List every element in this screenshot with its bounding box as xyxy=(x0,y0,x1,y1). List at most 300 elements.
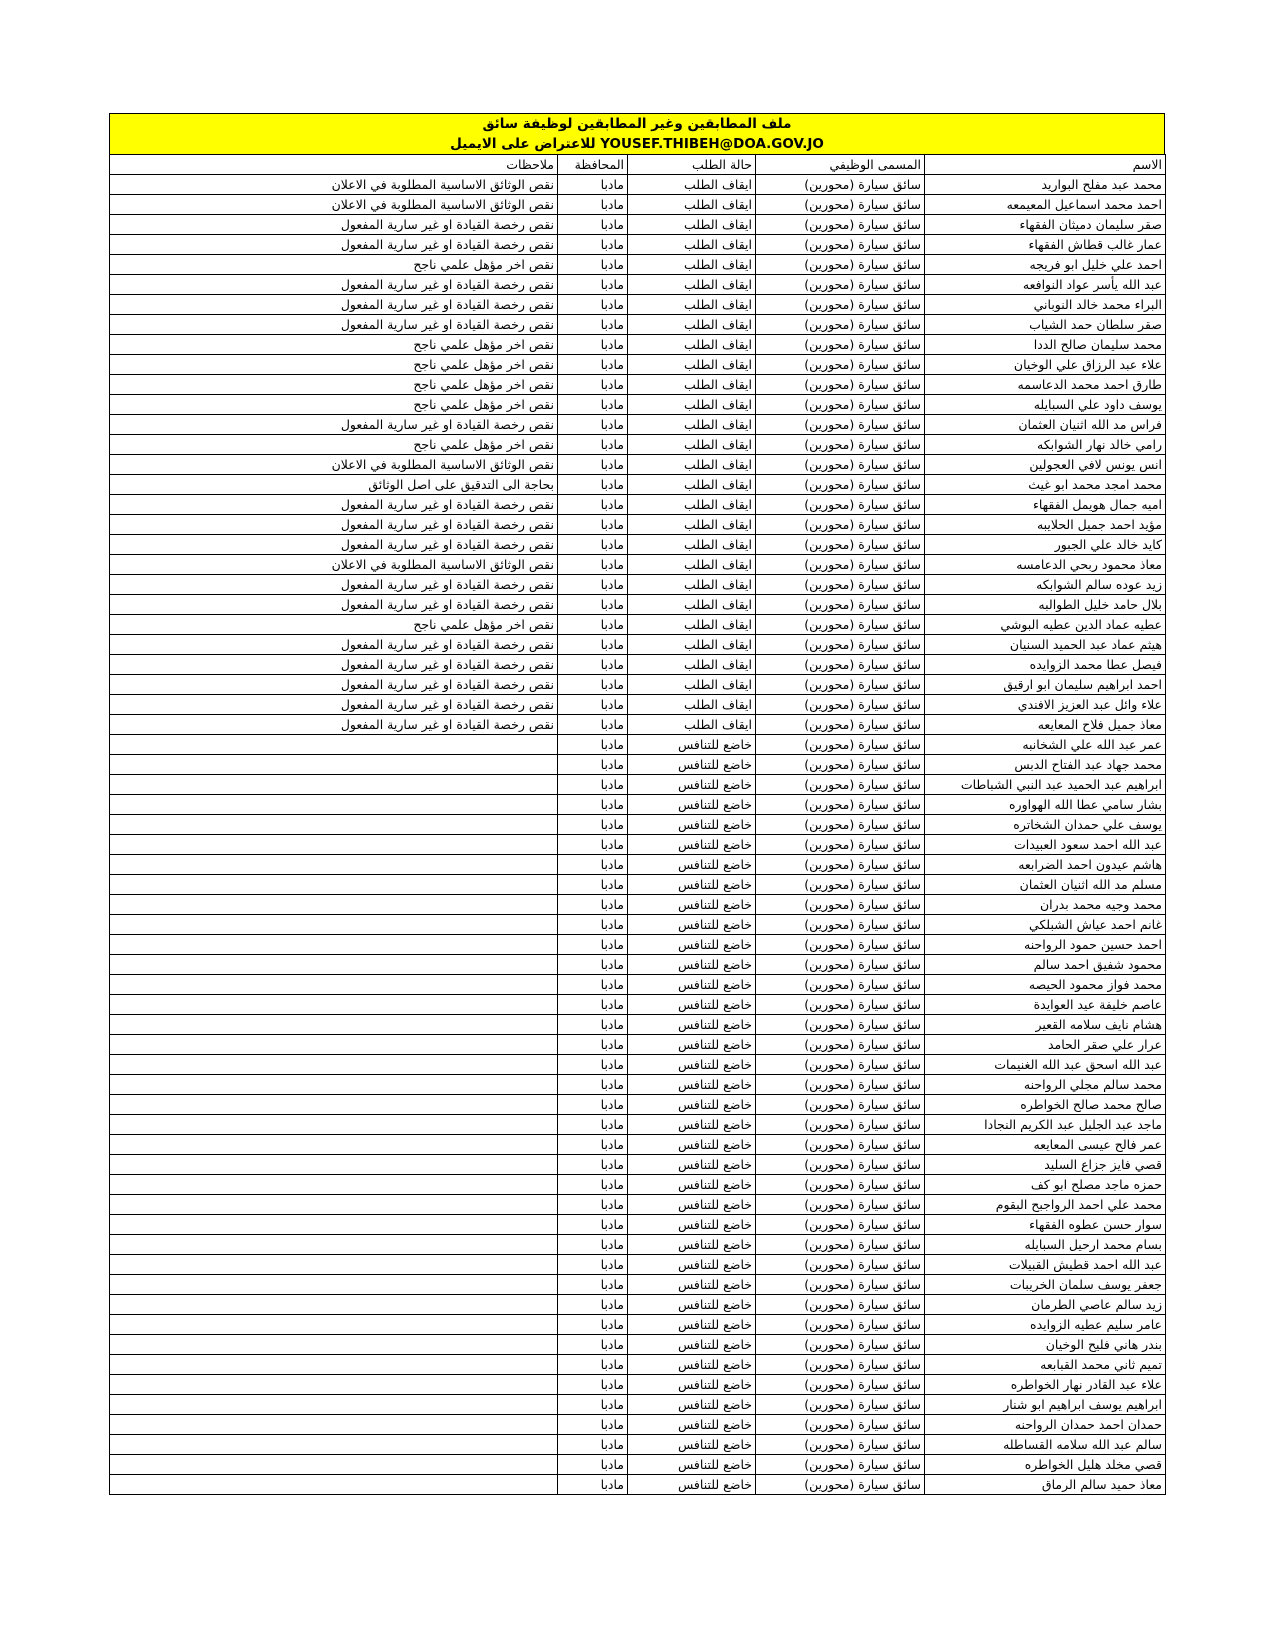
table-row xyxy=(110,495,1166,515)
cell-job-title: سائق سيارة (محورين) xyxy=(756,955,925,975)
cell-governorate: مادبا xyxy=(558,215,628,235)
cell-status: ايقاف الطلب xyxy=(628,335,756,355)
cell-governorate: مادبا xyxy=(558,375,628,395)
cell-governorate: مادبا xyxy=(558,835,628,855)
cell-notes xyxy=(110,1035,558,1055)
cell-job-title: سائق سيارة (محورين) xyxy=(756,555,925,575)
cell-status: ايقاف الطلب xyxy=(628,195,756,215)
cell-job-title: سائق سيارة (محورين) xyxy=(756,1075,925,1095)
cell-governorate: مادبا xyxy=(558,1095,628,1115)
cell-job-title: سائق سيارة (محورين) xyxy=(756,655,925,675)
cell-governorate: مادبا xyxy=(558,355,628,375)
cell-governorate: مادبا xyxy=(558,775,628,795)
cell-governorate: مادبا xyxy=(558,335,628,355)
cell-job-title: سائق سيارة (محورين) xyxy=(756,475,925,495)
cell-notes: نقص رخصة القيادة او غير سارية المفعول xyxy=(110,675,558,695)
cell-name: هيثم عماد عبد الحميد السنيان xyxy=(925,635,1166,655)
cell-job-title: سائق سيارة (محورين) xyxy=(756,1095,925,1115)
cell-status: ايقاف الطلب xyxy=(628,575,756,595)
cell-governorate: مادبا xyxy=(558,655,628,675)
cell-governorate: مادبا xyxy=(558,755,628,775)
cell-status: خاضع للتنافس xyxy=(628,1035,756,1055)
table-row xyxy=(110,175,1166,195)
cell-job-title: سائق سيارة (محورين) xyxy=(756,1215,925,1235)
table-row xyxy=(110,255,1166,275)
table-row xyxy=(110,1335,1166,1355)
table-row xyxy=(110,1135,1166,1155)
cell-notes xyxy=(110,755,558,775)
cell-job-title: سائق سيارة (محورين) xyxy=(756,1375,925,1395)
cell-name: يوسف علي حمدان الشخاتره xyxy=(925,815,1166,835)
cell-job-title: سائق سيارة (محورين) xyxy=(756,815,925,835)
cell-governorate: مادبا xyxy=(558,1435,628,1455)
cell-status: ايقاف الطلب xyxy=(628,235,756,255)
cell-name: محمد سالم مجلي الرواحنه xyxy=(925,1075,1166,1095)
cell-notes xyxy=(110,1315,558,1335)
cell-name: مؤيد احمد جميل الحلايبه xyxy=(925,515,1166,535)
cell-notes: نقص اخر مؤهل علمي ناجح xyxy=(110,355,558,375)
table-header-row xyxy=(110,155,1166,175)
cell-notes xyxy=(110,1175,558,1195)
cell-governorate: مادبا xyxy=(558,175,628,195)
cell-name: حمدان احمد حمدان الرواحنه xyxy=(925,1415,1166,1435)
cell-governorate: مادبا xyxy=(558,495,628,515)
cell-notes xyxy=(110,1415,558,1435)
column-header-name: الاسم xyxy=(925,155,1166,175)
objection-email-line: YOUSEF.THIBEH@DOA.GOV.JO للاعتراض على الايميل xyxy=(450,136,824,152)
cell-status: خاضع للتنافس xyxy=(628,1295,756,1315)
cell-status: ايقاف الطلب xyxy=(628,455,756,475)
cell-notes xyxy=(110,1055,558,1075)
cell-notes xyxy=(110,1215,558,1235)
cell-name: يوسف داود علي السبايله xyxy=(925,395,1166,415)
cell-notes: نقص رخصة القيادة او غير سارية المفعول xyxy=(110,295,558,315)
cell-name: محمد امجد محمد ابو غيث xyxy=(925,475,1166,495)
cell-name: فراس مد الله اثنيان العثمان xyxy=(925,415,1166,435)
cell-status: ايقاف الطلب xyxy=(628,535,756,555)
table-row xyxy=(110,1155,1166,1175)
cell-notes xyxy=(110,1335,558,1355)
table-row xyxy=(110,315,1166,335)
cell-job-title: سائق سيارة (محورين) xyxy=(756,1135,925,1155)
cell-governorate: مادبا xyxy=(558,635,628,655)
cell-governorate: مادبا xyxy=(558,975,628,995)
cell-status: ايقاف الطلب xyxy=(628,595,756,615)
cell-status: ايقاف الطلب xyxy=(628,715,756,735)
table-row xyxy=(110,975,1166,995)
table-body xyxy=(110,175,1166,1495)
table-row xyxy=(110,655,1166,675)
table-row xyxy=(110,455,1166,475)
cell-notes xyxy=(110,1255,558,1275)
cell-notes: نقص رخصة القيادة او غير سارية المفعول xyxy=(110,315,558,335)
cell-notes: نقص رخصة القيادة او غير سارية المفعول xyxy=(110,595,558,615)
cell-job-title: سائق سيارة (محورين) xyxy=(756,355,925,375)
cell-status: ايقاف الطلب xyxy=(628,375,756,395)
cell-notes xyxy=(110,1395,558,1415)
cell-notes xyxy=(110,975,558,995)
cell-job-title: سائق سيارة (محورين) xyxy=(756,1055,925,1075)
cell-name: سوار حسن عطوه الفقهاء xyxy=(925,1215,1166,1235)
cell-job-title: سائق سيارة (محورين) xyxy=(756,1195,925,1215)
table-row xyxy=(110,935,1166,955)
cell-job-title: سائق سيارة (محورين) xyxy=(756,1235,925,1255)
table-row xyxy=(110,795,1166,815)
table-row xyxy=(110,1435,1166,1455)
cell-job-title: سائق سيارة (محورين) xyxy=(756,515,925,535)
table-row xyxy=(110,1095,1166,1115)
cell-notes xyxy=(110,1355,558,1375)
cell-governorate: مادبا xyxy=(558,195,628,215)
cell-job-title: سائق سيارة (محورين) xyxy=(756,595,925,615)
cell-name: حمزه ماجد مصلح ابو كف xyxy=(925,1175,1166,1195)
cell-governorate: مادبا xyxy=(558,555,628,575)
cell-status: خاضع للتنافس xyxy=(628,1275,756,1295)
cell-name: محمد فواز محمود الحيصه xyxy=(925,975,1166,995)
cell-governorate: مادبا xyxy=(558,1035,628,1055)
cell-governorate: مادبا xyxy=(558,235,628,255)
cell-name: احمد علي خليل ابو فريجه xyxy=(925,255,1166,275)
cell-job-title: سائق سيارة (محورين) xyxy=(756,895,925,915)
cell-name: غانم احمد عياش الشبلكي xyxy=(925,915,1166,935)
cell-notes: نقص رخصة القيادة او غير سارية المفعول xyxy=(110,655,558,675)
cell-notes: نقص رخصة القيادة او غير سارية المفعول xyxy=(110,415,558,435)
cell-status: ايقاف الطلب xyxy=(628,515,756,535)
cell-status: خاضع للتنافس xyxy=(628,1475,756,1495)
cell-notes: نقص رخصة القيادة او غير سارية المفعول xyxy=(110,535,558,555)
cell-job-title: سائق سيارة (محورين) xyxy=(756,435,925,455)
cell-name: محمد جهاد عبد الفتاح الدبس xyxy=(925,755,1166,775)
cell-status: ايقاف الطلب xyxy=(628,415,756,435)
cell-name: البراء محمد خالد النوباني xyxy=(925,295,1166,315)
cell-status: ايقاف الطلب xyxy=(628,395,756,415)
cell-notes: نقص الوثائق الاساسية المطلوبة في الاعلان xyxy=(110,455,558,475)
cell-status: خاضع للتنافس xyxy=(628,975,756,995)
cell-notes: نقص اخر مؤهل علمي ناجح xyxy=(110,615,558,635)
table-row xyxy=(110,1075,1166,1095)
cell-notes: بحاجة الى التدقيق على اصل الوثائق xyxy=(110,475,558,495)
cell-status: خاضع للتنافس xyxy=(628,935,756,955)
cell-notes xyxy=(110,775,558,795)
cell-governorate: مادبا xyxy=(558,735,628,755)
table-row xyxy=(110,1235,1166,1255)
cell-job-title: سائق سيارة (محورين) xyxy=(756,1155,925,1175)
cell-job-title: سائق سيارة (محورين) xyxy=(756,375,925,395)
cell-status: خاضع للتنافس xyxy=(628,1115,756,1135)
cell-name: عامر سليم عطيه الزوايده xyxy=(925,1315,1166,1335)
cell-governorate: مادبا xyxy=(558,1135,628,1155)
cell-governorate: مادبا xyxy=(558,855,628,875)
table-row xyxy=(110,475,1166,495)
cell-status: خاضع للتنافس xyxy=(628,1075,756,1095)
cell-notes: نقص رخصة القيادة او غير سارية المفعول xyxy=(110,215,558,235)
cell-governorate: مادبا xyxy=(558,875,628,895)
cell-notes: نقص الوثائق الاساسية المطلوبة في الاعلان xyxy=(110,555,558,575)
table-row xyxy=(110,695,1166,715)
cell-status: خاضع للتنافس xyxy=(628,1455,756,1475)
cell-status: ايقاف الطلب xyxy=(628,475,756,495)
cell-status: خاضع للتنافس xyxy=(628,1195,756,1215)
cell-name: محمد سليمان صالح الددا xyxy=(925,335,1166,355)
cell-job-title: سائق سيارة (محورين) xyxy=(756,775,925,795)
table-row xyxy=(110,435,1166,455)
cell-name: احمد حسين حمود الرواحنه xyxy=(925,935,1166,955)
cell-governorate: مادبا xyxy=(558,675,628,695)
cell-notes xyxy=(110,855,558,875)
cell-job-title: سائق سيارة (محورين) xyxy=(756,295,925,315)
cell-name: قصي فايز جزاع السليد xyxy=(925,1155,1166,1175)
table-row xyxy=(110,535,1166,555)
cell-job-title: سائق سيارة (محورين) xyxy=(756,335,925,355)
cell-notes xyxy=(110,1095,558,1115)
cell-notes: نقص اخر مؤهل علمي ناجح xyxy=(110,335,558,355)
cell-name: اميه جمال هويمل الفقهاء xyxy=(925,495,1166,515)
cell-job-title: سائق سيارة (محورين) xyxy=(756,575,925,595)
cell-status: ايقاف الطلب xyxy=(628,355,756,375)
cell-status: ايقاف الطلب xyxy=(628,255,756,275)
cell-notes xyxy=(110,815,558,835)
table-row xyxy=(110,595,1166,615)
cell-job-title: سائق سيارة (محورين) xyxy=(756,415,925,435)
table-row xyxy=(110,1355,1166,1375)
table-row xyxy=(110,715,1166,735)
table-row xyxy=(110,215,1166,235)
cell-job-title: سائق سيارة (محورين) xyxy=(756,1315,925,1335)
cell-status: ايقاف الطلب xyxy=(628,275,756,295)
cell-governorate: مادبا xyxy=(558,895,628,915)
cell-governorate: مادبا xyxy=(558,1115,628,1135)
cell-job-title: سائق سيارة (محورين) xyxy=(756,1355,925,1375)
cell-notes: نقص رخصة القيادة او غير سارية المفعول xyxy=(110,275,558,295)
cell-notes: نقص رخصة القيادة او غير سارية المفعول xyxy=(110,495,558,515)
cell-status: ايقاف الطلب xyxy=(628,655,756,675)
table-row xyxy=(110,635,1166,655)
cell-job-title: سائق سيارة (محورين) xyxy=(756,195,925,215)
column-header-status: حالة الطلب xyxy=(628,155,756,175)
cell-governorate: مادبا xyxy=(558,415,628,435)
cell-governorate: مادبا xyxy=(558,1155,628,1175)
cell-governorate: مادبا xyxy=(558,455,628,475)
table-row xyxy=(110,835,1166,855)
cell-status: خاضع للتنافس xyxy=(628,1175,756,1195)
cell-status: ايقاف الطلب xyxy=(628,695,756,715)
cell-name: هاشم عيدون احمد الضرابعه xyxy=(925,855,1166,875)
table-row xyxy=(110,1175,1166,1195)
cell-status: خاضع للتنافس xyxy=(628,955,756,975)
cell-governorate: مادبا xyxy=(558,515,628,535)
document-title: ملف المطابقين وغير المطابقين لوظيفة سائق xyxy=(482,116,792,132)
cell-governorate: مادبا xyxy=(558,1175,628,1195)
cell-governorate: مادبا xyxy=(558,575,628,595)
cell-job-title: سائق سيارة (محورين) xyxy=(756,1455,925,1475)
cell-job-title: سائق سيارة (محورين) xyxy=(756,1295,925,1315)
cell-status: خاضع للتنافس xyxy=(628,995,756,1015)
table-row xyxy=(110,1315,1166,1335)
table-row xyxy=(110,1475,1166,1495)
table-row xyxy=(110,1295,1166,1315)
cell-name: بسام محمد ارحيل السبايله xyxy=(925,1235,1166,1255)
cell-name: زيد عوده سالم الشوابكه xyxy=(925,575,1166,595)
cell-job-title: سائق سيارة (محورين) xyxy=(756,1335,925,1355)
cell-name: عبد الله احمد قطيش القبيلات xyxy=(925,1255,1166,1275)
cell-status: خاضع للتنافس xyxy=(628,1055,756,1075)
column-header-governorate: المحافظة xyxy=(558,155,628,175)
cell-status: خاضع للتنافس xyxy=(628,1415,756,1435)
cell-notes xyxy=(110,935,558,955)
table-row xyxy=(110,235,1166,255)
cell-name: كايد خالد علي الجبور xyxy=(925,535,1166,555)
cell-name: صالح محمد صالح الخواطره xyxy=(925,1095,1166,1115)
cell-status: خاضع للتنافس xyxy=(628,1335,756,1355)
cell-notes xyxy=(110,915,558,935)
table-row xyxy=(110,875,1166,895)
cell-job-title: سائق سيارة (محورين) xyxy=(756,495,925,515)
table-row xyxy=(110,915,1166,935)
cell-name: محمد عبد مفلح البواريد xyxy=(925,175,1166,195)
cell-job-title: سائق سيارة (محورين) xyxy=(756,915,925,935)
cell-name: قصي مخلد هليل الخواطره xyxy=(925,1455,1166,1475)
cell-status: خاضع للتنافس xyxy=(628,1255,756,1275)
cell-governorate: مادبا xyxy=(558,615,628,635)
cell-governorate: مادبا xyxy=(558,1235,628,1255)
table-row xyxy=(110,775,1166,795)
cell-governorate: مادبا xyxy=(558,1335,628,1355)
cell-notes: نقص اخر مؤهل علمي ناجح xyxy=(110,395,558,415)
cell-name: عبد الله اسحق عبد الله الغنيمات xyxy=(925,1055,1166,1075)
cell-governorate: مادبا xyxy=(558,1015,628,1035)
cell-name: عمر فالح عيسى المعايعه xyxy=(925,1135,1166,1155)
cell-notes: نقص رخصة القيادة او غير سارية المفعول xyxy=(110,515,558,535)
table-row xyxy=(110,555,1166,575)
cell-status: ايقاف الطلب xyxy=(628,435,756,455)
cell-status: خاضع للتنافس xyxy=(628,855,756,875)
cell-status: خاضع للتنافس xyxy=(628,775,756,795)
cell-notes xyxy=(110,1475,558,1495)
cell-job-title: سائق سيارة (محورين) xyxy=(756,715,925,735)
cell-status: خاضع للتنافس xyxy=(628,1135,756,1155)
cell-governorate: مادبا xyxy=(558,995,628,1015)
cell-governorate: مادبا xyxy=(558,1355,628,1375)
cell-job-title: سائق سيارة (محورين) xyxy=(756,395,925,415)
cell-job-title: سائق سيارة (محورين) xyxy=(756,615,925,635)
cell-notes xyxy=(110,1155,558,1175)
cell-governorate: مادبا xyxy=(558,1215,628,1235)
table-row xyxy=(110,675,1166,695)
cell-name: صقر سليمان دميثان الفقهاء xyxy=(925,215,1166,235)
cell-notes xyxy=(110,1195,558,1215)
cell-name: زيد سالم عاصي الطرمان xyxy=(925,1295,1166,1315)
cell-status: ايقاف الطلب xyxy=(628,675,756,695)
cell-name: عبد الله احمد سعود العبيدات xyxy=(925,835,1166,855)
cell-governorate: مادبا xyxy=(558,815,628,835)
cell-name: احمد ابراهيم سليمان ابو ارقيق xyxy=(925,675,1166,695)
cell-job-title: سائق سيارة (محورين) xyxy=(756,1475,925,1495)
cell-governorate: مادبا xyxy=(558,1375,628,1395)
cell-name: ابراهيم عبد الحميد عبد النبي الشباطات xyxy=(925,775,1166,795)
cell-job-title: سائق سيارة (محورين) xyxy=(756,975,925,995)
cell-job-title: سائق سيارة (محورين) xyxy=(756,855,925,875)
cell-name: محمود شفيق احمد سالم xyxy=(925,955,1166,975)
cell-name: طارق احمد محمد الدعاسمه xyxy=(925,375,1166,395)
cell-job-title: سائق سيارة (محورين) xyxy=(756,455,925,475)
cell-name: عمار غالب قطاش الفقهاء xyxy=(925,235,1166,255)
table-row xyxy=(110,895,1166,915)
cell-name: ماجد عبد الجليل عبد الكريم النجادا xyxy=(925,1115,1166,1135)
cell-governorate: مادبا xyxy=(558,395,628,415)
cell-name: عاصم خليفة عيد العوايدة xyxy=(925,995,1166,1015)
cell-notes xyxy=(110,1435,558,1455)
header-banner xyxy=(109,113,1165,154)
cell-name: رامي خالد نهار الشوابكه xyxy=(925,435,1166,455)
cell-status: ايقاف الطلب xyxy=(628,295,756,315)
cell-notes xyxy=(110,1075,558,1095)
cell-governorate: مادبا xyxy=(558,1295,628,1315)
cell-governorate: مادبا xyxy=(558,535,628,555)
cell-notes: نقص الوثائق الاساسية المطلوبة في الاعلان xyxy=(110,195,558,215)
cell-name: علاء عبد القادر نهار الخواطره xyxy=(925,1375,1166,1395)
cell-job-title: سائق سيارة (محورين) xyxy=(756,1435,925,1455)
document-sheet xyxy=(109,113,1165,1495)
cell-job-title: سائق سيارة (محورين) xyxy=(756,755,925,775)
cell-governorate: مادبا xyxy=(558,915,628,935)
table-row xyxy=(110,995,1166,1015)
cell-governorate: مادبا xyxy=(558,595,628,615)
cell-status: خاضع للتنافس xyxy=(628,1375,756,1395)
cell-name: معاذ جميل فلاح المعايعه xyxy=(925,715,1166,735)
table-row xyxy=(110,1375,1166,1395)
cell-job-title: سائق سيارة (محورين) xyxy=(756,935,925,955)
table-row xyxy=(110,815,1166,835)
cell-name: علاء وائل عبد العزيز الافندي xyxy=(925,695,1166,715)
cell-governorate: مادبا xyxy=(558,1415,628,1435)
cell-job-title: سائق سيارة (محورين) xyxy=(756,675,925,695)
cell-status: خاضع للتنافس xyxy=(628,815,756,835)
cell-governorate: مادبا xyxy=(558,795,628,815)
cell-status: ايقاف الطلب xyxy=(628,175,756,195)
table-row xyxy=(110,1415,1166,1435)
cell-status: خاضع للتنافس xyxy=(628,1215,756,1235)
table-row xyxy=(110,335,1166,355)
cell-name: عبد الله يأسر عواد النوافعه xyxy=(925,275,1166,295)
cell-name: محمد علي احمد الرواجبح البقوم xyxy=(925,1195,1166,1215)
cell-job-title: سائق سيارة (محورين) xyxy=(756,275,925,295)
cell-notes: نقص رخصة القيادة او غير سارية المفعول xyxy=(110,235,558,255)
cell-job-title: سائق سيارة (محورين) xyxy=(756,735,925,755)
table-row xyxy=(110,1115,1166,1135)
cell-status: خاضع للتنافس xyxy=(628,1435,756,1455)
cell-notes xyxy=(110,795,558,815)
cell-status: خاضع للتنافس xyxy=(628,755,756,775)
cell-notes: نقص اخر مؤهل علمي ناجح xyxy=(110,255,558,275)
table-row xyxy=(110,615,1166,635)
cell-status: ايقاف الطلب xyxy=(628,635,756,655)
cell-name: فيصل عطا محمد الزوايده xyxy=(925,655,1166,675)
table-row xyxy=(110,295,1166,315)
cell-job-title: سائق سيارة (محورين) xyxy=(756,1395,925,1415)
cell-governorate: مادبا xyxy=(558,1315,628,1335)
table-row xyxy=(110,275,1166,295)
table-row xyxy=(110,1275,1166,1295)
cell-job-title: سائق سيارة (محورين) xyxy=(756,175,925,195)
cell-notes xyxy=(110,995,558,1015)
cell-governorate: مادبا xyxy=(558,1275,628,1295)
cell-status: خاضع للتنافس xyxy=(628,875,756,895)
cell-name: عمر عبد الله علي الشخانبه xyxy=(925,735,1166,755)
table-row xyxy=(110,755,1166,775)
cell-job-title: سائق سيارة (محورين) xyxy=(756,1015,925,1035)
cell-name: بلال حامد خليل الطوالبه xyxy=(925,595,1166,615)
cell-notes: نقص رخصة القيادة او غير سارية المفعول xyxy=(110,575,558,595)
